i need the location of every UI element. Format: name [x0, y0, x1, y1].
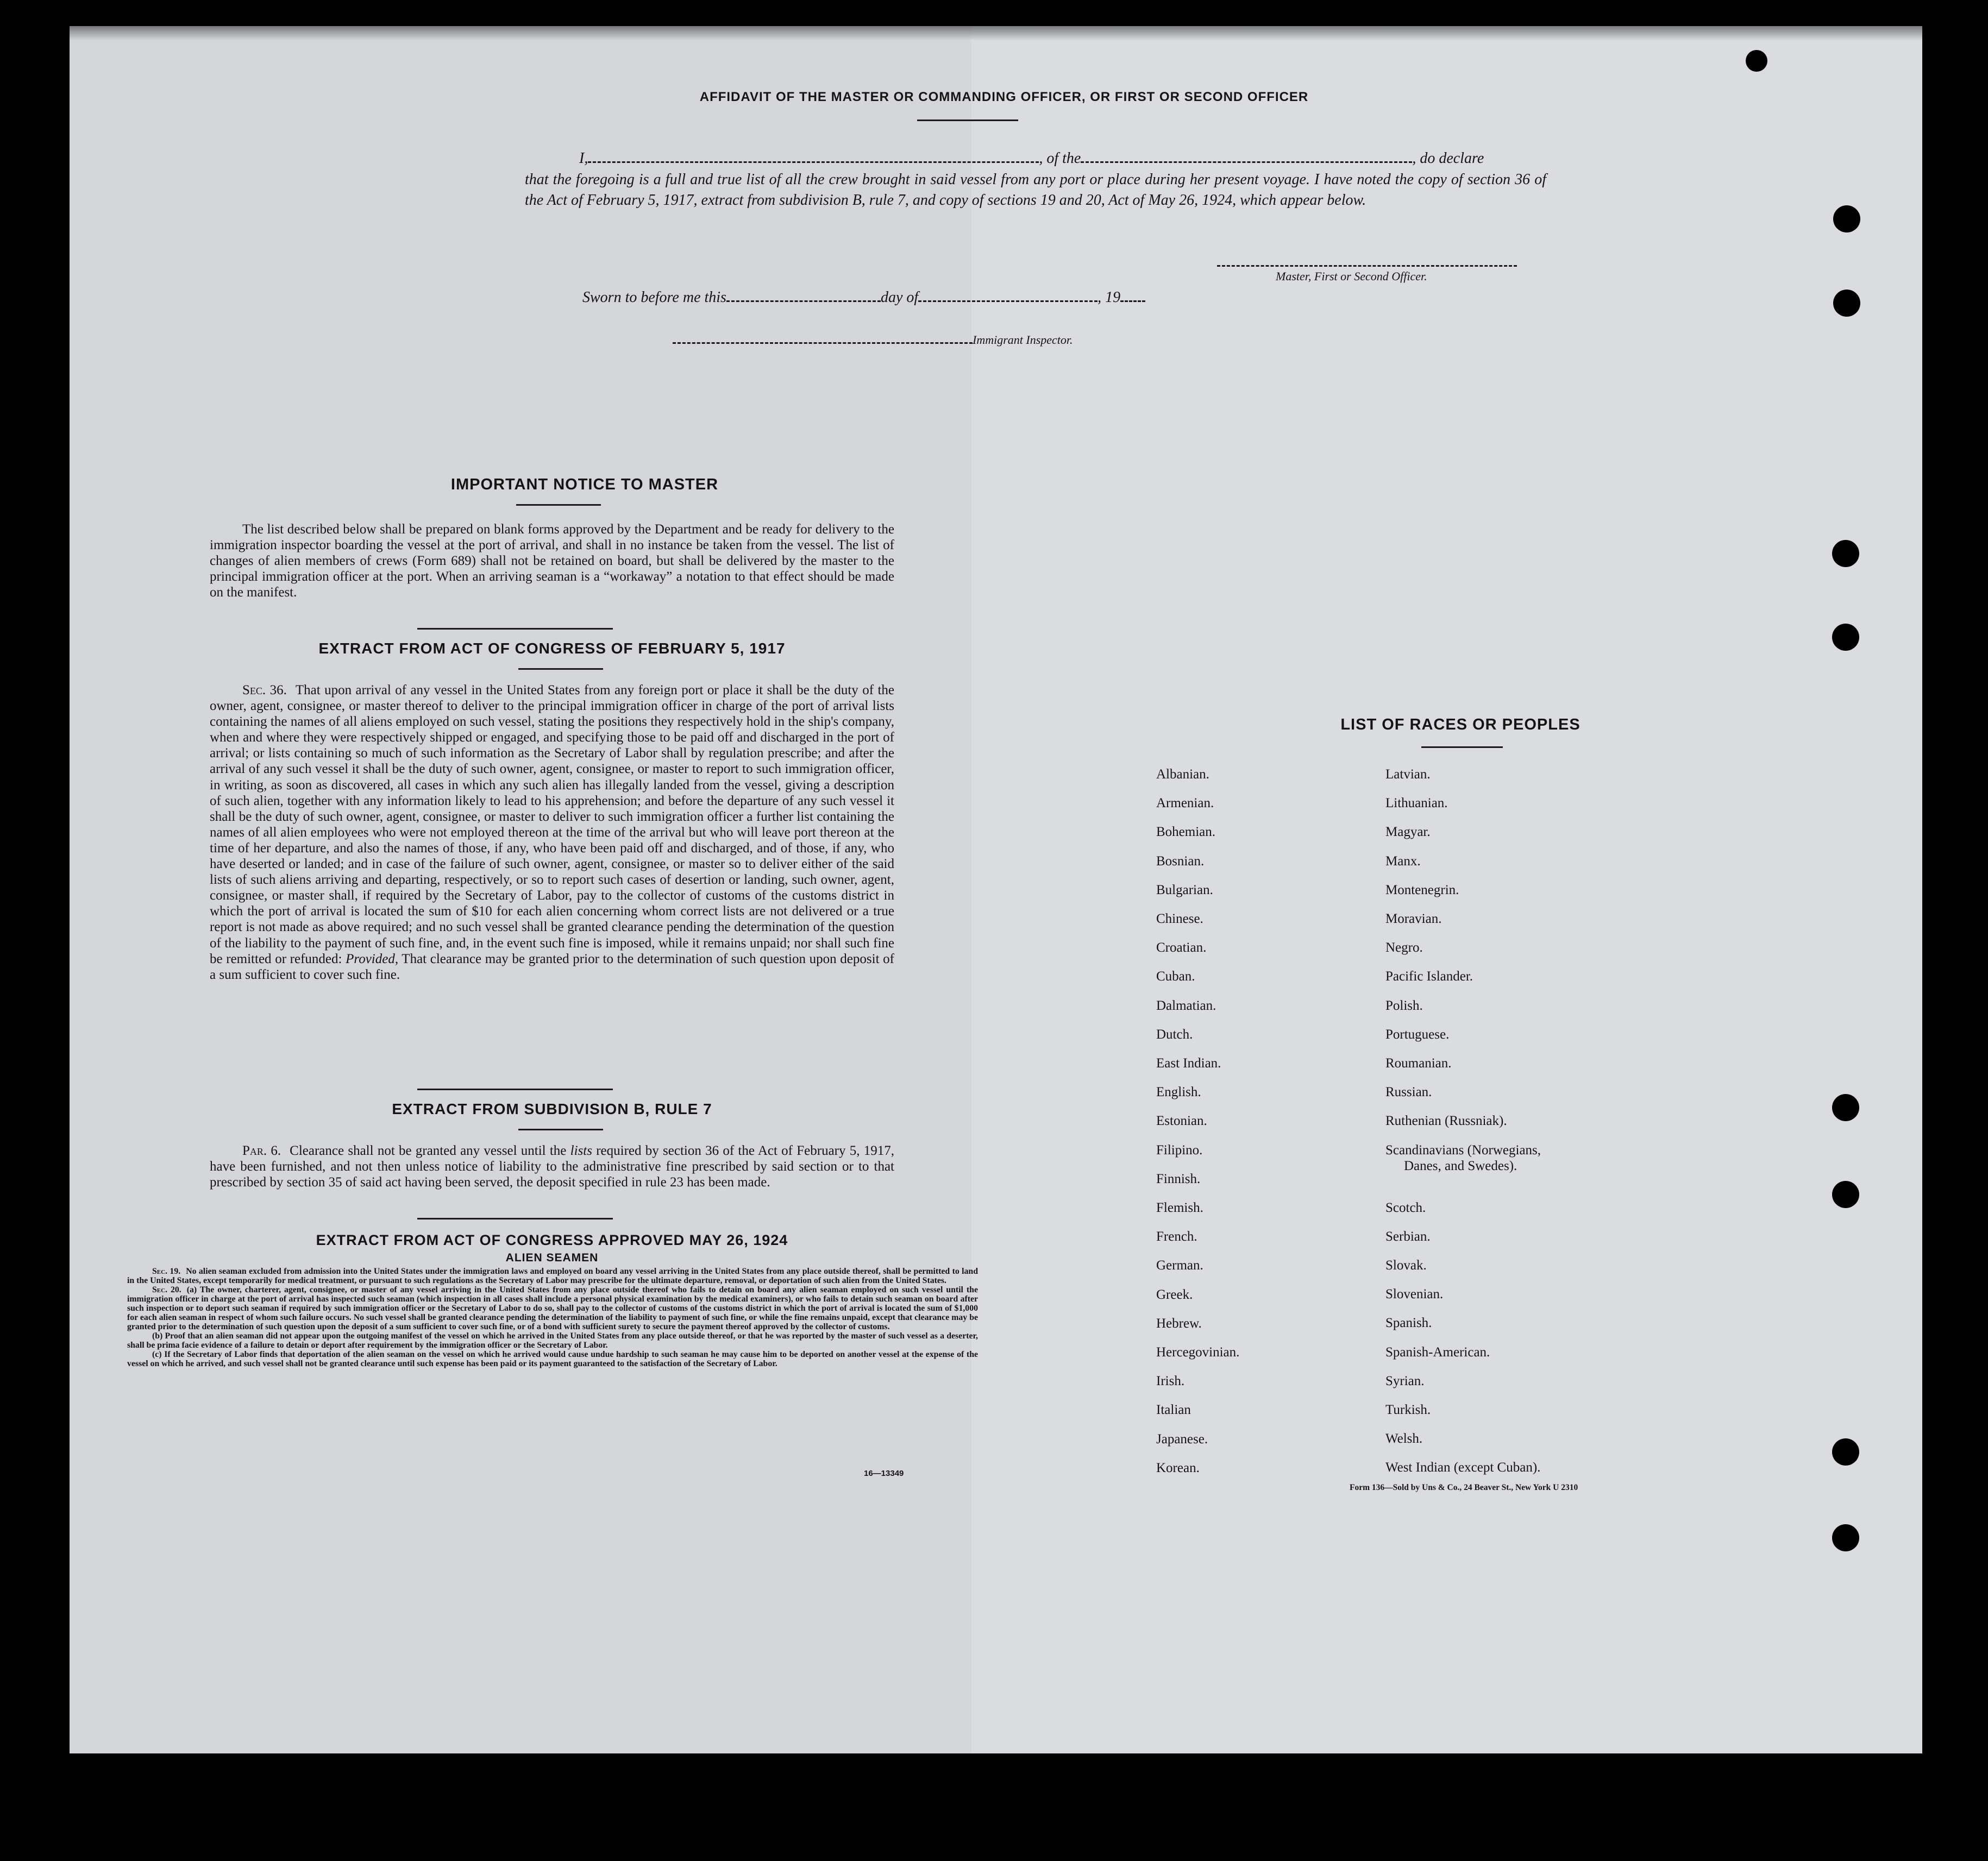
race-item: English.: [1156, 1085, 1201, 1100]
vessel-name-field[interactable]: [1081, 150, 1412, 163]
race-item: Hebrew.: [1156, 1316, 1202, 1331]
punch-hole: [1832, 1524, 1859, 1551]
rule7-end-rule: [417, 1218, 613, 1219]
sworn-year-field[interactable]: [1120, 290, 1145, 302]
race-item: Croatian.: [1156, 940, 1207, 955]
par-6-label: Par. 6.: [242, 1143, 281, 1158]
officer-caption: Master, First or Second Officer.: [1276, 269, 1427, 283]
notice-title: IMPORTANT NOTICE TO MASTER: [450, 476, 719, 493]
race-item: Japanese.: [1156, 1431, 1208, 1447]
race-item: East Indian.: [1156, 1056, 1221, 1071]
punch-hole: [1746, 50, 1767, 72]
extract-1917-title: EXTRACT FROM ACT OF CONGRESS OF FEBRUARY 5, 1917: [318, 640, 786, 657]
notice-title-rule: [516, 504, 601, 506]
race-item: Danes, and Swedes).: [1404, 1158, 1517, 1173]
master-name-field[interactable]: [588, 150, 1039, 163]
race-item: Manx.: [1385, 853, 1421, 869]
race-item: Bosnian.: [1156, 853, 1205, 869]
race-item: Serbian.: [1385, 1229, 1431, 1244]
punch-hole: [1832, 1438, 1859, 1466]
race-item: Russian.: [1385, 1085, 1432, 1100]
race-item: Portuguese.: [1385, 1027, 1450, 1042]
race-item: Roumanian.: [1385, 1056, 1452, 1071]
punch-hole: [1832, 624, 1859, 651]
sec-20c-text: (c) If the Secretary of Labor finds that deportation of the alien seaman on the vessel on which he arrived would cause undue hardship to such seaman he may cause him to be deported on another vessel at the expense of the vessel on which he arrived, and such vessel shall not be granted clearance until such expense has been paid or its payment guaranteed to the satisfaction of the Secretary of Labor.: [127, 1350, 978, 1368]
year-label: , 19: [1098, 289, 1121, 306]
race-item: Turkish.: [1385, 1403, 1431, 1418]
sworn-line: [582, 289, 1145, 306]
affidavit-title: AFFIDAVIT OF THE MASTER OR COMMANDING OFFICER, OR FIRST OR SECOND OFFICER: [699, 90, 1309, 104]
alien-seamen-subtitle: ALIEN SEAMEN: [505, 1252, 599, 1264]
top-edge-shadow: [70, 26, 1922, 40]
race-item: Greek.: [1156, 1287, 1193, 1302]
punch-hole: [1832, 540, 1859, 567]
race-item: Negro.: [1385, 940, 1423, 955]
day-of-label: day of: [880, 289, 919, 306]
races-title: LIST OF RACES OR PEOPLES: [1340, 716, 1581, 733]
race-item: Moravian.: [1385, 911, 1442, 927]
inspector-caption: Immigrant Inspector.: [973, 333, 1073, 347]
extract-1917-text: [210, 682, 894, 983]
race-item: Estonian.: [1156, 1114, 1207, 1129]
race-item: Polish.: [1385, 998, 1423, 1013]
affidavit-line-1: [525, 150, 1546, 167]
section-36-label: Sec. 36.: [242, 683, 287, 697]
race-item: French.: [1156, 1229, 1197, 1244]
race-item: Irish.: [1156, 1374, 1185, 1389]
sec-20a-text: (a) The owner, charterer, agent, consignee, or master of any vessel arriving in the United States from any place outside thereof who fails to detain on board any alien seaman employed on such vessel until the immigration officer in charge at the port of arrival has inspected such seaman (which inspection in all cases shall include a personal physical examination by the medical examiners), or who fails to detain such seaman on board after such inspection or to deport such seaman if required by such immigration officer or the Secretary of Labor to do so, shall pay to the collector of customs of the customs district in which the port of arrival is located the sum of $1,000 for each alien seaman in respect of whom such failure occurs. No such vessel shall be granted clearance pending the determination of the liability to payment of such fine, or while the fine remains unpaid, except that clearance may be granted prior to the determination of such question upon the deposit of a sum sufficient to cover such fine, or of a bond with sufficient surety to secure the payment thereof approved by the collector of customs.: [127, 1285, 978, 1331]
race-item: Albanian.: [1156, 767, 1209, 782]
punch-hole: [1833, 290, 1860, 317]
race-item: Dalmatian.: [1156, 998, 1216, 1013]
race-item: Magyar.: [1385, 825, 1431, 840]
punch-hole: [1832, 1181, 1859, 1208]
sec-19-text: No alien seaman excluded from admission into the United States under the immigration laws and employed on board any vessel arriving in the United States from any place outside thereof, shall be permitted to land in the United States, except temporarily for medical treatment, or pursuant to such regulations as the Secretary of Labor may prescribe for the ultimate departure, removal, or deportation of such alien from the United States.: [127, 1267, 979, 1285]
sworn-label: Sworn to before me this: [582, 289, 726, 306]
officer-signature-line[interactable]: [1217, 265, 1517, 267]
race-item: Dutch.: [1156, 1027, 1193, 1042]
sec-19-label: Sec. 19.: [152, 1267, 181, 1276]
race-item: Scandinavians (Norwegians,: [1385, 1142, 1541, 1158]
notice-text: The list described below shall be prepared on blank forms approved by the Department and be ready for delivery to the immigration inspector boarding the vessel at the port of arrival, and shall in no instance be taken from the vessel. The list of changes of alien members of crews (Form 689) shall not be retained on board, but shall be delivered by the master to the principal immigration officer at the port. When an arriving seaman is a “workaway” a notation to that effect should be made on the manifest.: [210, 522, 894, 600]
rule7-text-b: required by section 36 of the Act of February 5, 1917, have been furnished, and not then unless notice of liability to the administrative fine prescribed by said section or to that prescribed by section 35 of said act having been served, the deposit specified in rule 23 has been made.: [210, 1143, 895, 1190]
extract-1917-title-rule: [518, 668, 603, 670]
sworn-month-field[interactable]: [918, 290, 1098, 302]
section-36-text-end: That clearance may be granted prior to the determination of such question upon deposit of a sum sufficient to cover such fine.: [210, 951, 894, 982]
race-item: Finnish.: [1156, 1171, 1201, 1186]
race-item: Slovak.: [1385, 1258, 1427, 1273]
i-label: I,: [579, 150, 588, 167]
race-item: Spanish.: [1385, 1316, 1432, 1331]
race-item: Flemish.: [1156, 1200, 1203, 1216]
rule7-title: EXTRACT FROM SUBDIVISION B, RULE 7: [392, 1101, 712, 1117]
punch-hole: [1833, 205, 1860, 232]
race-item: Bulgarian.: [1156, 882, 1213, 897]
do-declare-label: , do declare: [1412, 150, 1484, 167]
extract-1924-text: [127, 1267, 978, 1368]
race-item: Welsh.: [1385, 1431, 1423, 1447]
race-item: Pacific Islander.: [1385, 969, 1473, 984]
of-the-label: , of the: [1039, 150, 1081, 167]
race-item: West Indian (except Cuban).: [1385, 1460, 1541, 1475]
form-footer: Form 136—Sold by Uns & Co., 24 Beaver St., New York U 2310: [1350, 1483, 1578, 1492]
race-item: Ruthenian (Russniak).: [1385, 1114, 1507, 1129]
affidavit-title-rule: [917, 120, 1018, 121]
manifest-form-sheet: [70, 26, 1922, 1753]
race-item: Korean.: [1156, 1460, 1200, 1475]
race-item: Filipino.: [1156, 1142, 1203, 1158]
race-item: Chinese.: [1156, 911, 1203, 927]
race-item: Syrian.: [1385, 1373, 1425, 1388]
affidavit-declaration: that the foregoing is a full and true list of all the crew brought in said vessel from any port or place during her present voyage. I have noted the copy of section 36 of the Act of February 5, 1917, extract from subdivision B, rule 7, and copy of sections 19 and 20, Act of May 26, 1924, which appear below.: [525, 171, 1546, 209]
race-item: Slovenian.: [1385, 1287, 1444, 1302]
rule7-title-rule: [518, 1129, 603, 1130]
races-left-column: [1156, 760, 1239, 1482]
section-36-text: That upon arrival of any vessel in the United States from any foreign port or place it shall be the duty of the owner, agent, consignee, or master thereof to deliver to the principal immigration officer in charge of the port of arrival lists containing the names of all aliens employed on such vessel, stating the positions they respectively hold in the ship's company, when and where they were respectively shipped or engaged, and specifying those to be paid off and discharged in the port of arrival; or lists containing so much of such information as the Secretary of Labor shall by regulation prescribe; and after the arrival of any such vessel it shall be the duty of such owner, agent, consignee, or master to report to such immigration officer, in writing, as soon as discovered, all cases in which any such alien has illegally landed from the vessel, giving a description of such alien, together with any information likely to lead to his apprehension; and before the departure of any such vessel it shall be the duty of such owner, agent, consignee, or master to deliver to such immigration officer a further list containing the names of all alien employees who were not employed thereon at the time of the arrival but who will leave port thereon at the time of her departure, and also the names of those, if any, who have been paid off and discharged, and of those, if any, who have deserted or landed; and in case of the failure of such owner, agent, consignee, or master so to deliver either of the said lists of such aliens arriving and departing, respectively, or so to report such cases of desertion or landing, such owner, agent, consignee, or master shall, if required by the Secretary of Labor, pay to the collector of customs of the customs district in which the port of arrival is located the sum of $10 for each alien concerning whom correct lists are not delivered or a true report is not made as above required; and no such vessel shall be granted clearance pending the determination of the question of the liability to the payment of such fine, and, in the event such fine is imposed, while it remains unpaid; nor shall such fine be remitted or refunded:: [210, 683, 894, 966]
inspector-signature-field[interactable]: [673, 331, 973, 344]
rule7-text-a: Clearance shall not be granted any vessel until the: [290, 1143, 567, 1158]
notice-end-rule: [417, 628, 613, 630]
rule7-text: [210, 1143, 894, 1190]
lists-word: lists: [570, 1143, 592, 1158]
race-item: Montenegrin.: [1385, 882, 1459, 897]
races-right-column: [1385, 760, 1541, 1482]
races-title-rule: [1421, 746, 1503, 748]
race-item: Spanish-American.: [1385, 1344, 1490, 1360]
race-item: Lithuanian.: [1385, 796, 1448, 811]
sec-20b-text: (b) Proof that an alien seaman did not appear upon the outgoing manifest of the vessel on which he arrived in the United States from any place outside thereof, or that he was reported by the master of such vessel as a deserter, shall be prima facie evidence of a failure to detain or deport after requirement by the immigration officer or the Secretary of Labor.: [127, 1331, 978, 1350]
punch-hole: [1832, 1094, 1859, 1121]
extract-1924-title: EXTRACT FROM ACT OF CONGRESS APPROVED MAY 26, 1924: [316, 1232, 788, 1248]
race-item: Hercegovinian.: [1156, 1345, 1240, 1360]
race-item: Armenian.: [1156, 796, 1214, 811]
race-item: German.: [1156, 1258, 1203, 1273]
race-item: Scotch.: [1385, 1200, 1426, 1215]
race-item: Italian: [1156, 1403, 1191, 1418]
inspector-line: [673, 331, 1073, 347]
sec-20-label: Sec. 20.: [152, 1285, 181, 1294]
race-item: Bohemian.: [1156, 825, 1216, 840]
print-code: 16—13349: [864, 1469, 904, 1478]
sworn-day-field[interactable]: [726, 290, 881, 302]
race-item: Latvian.: [1385, 767, 1431, 782]
race-item: Cuban.: [1156, 969, 1195, 984]
provided-label: Provided,: [346, 951, 399, 966]
extract-1917-end-rule: [417, 1089, 613, 1090]
